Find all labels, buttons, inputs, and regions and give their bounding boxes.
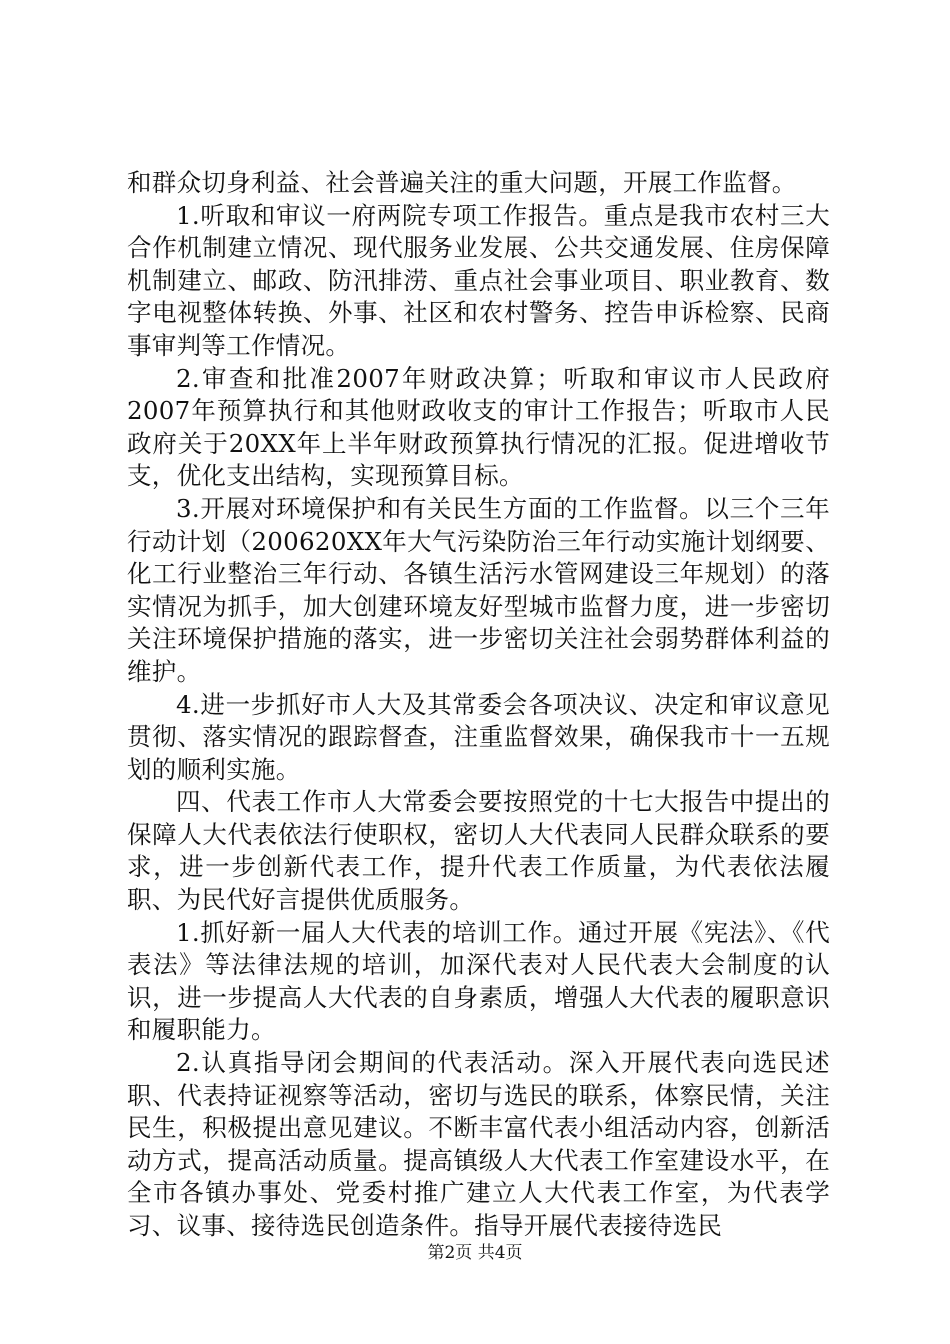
paragraph-7: 1.抓好新一届人大代表的培训工作。通过开展《宪法》、《代表法》等法律法规的培训，加深代表对人民代表大会制度的认识，进一步提高人大代表的自身素质，增强人大代表的履职意识和履职能力。 xyxy=(127,917,830,1045)
paragraph-6: 四、代表工作市人大常委会要按照党的十七大报告中提出的保障人大代表依法行使职权，密切人大代表同人民群众联系的要求，进一步创新代表工作，提升代表工作质量，为代表依法履职、为民代好言提供优质服务。 xyxy=(127,787,830,915)
paragraph-4: 3.开展对环境保护和有关民生方面的工作监督。以三个三年行动计划（200620XX年大气污染防治三年行动实施计划纲要、化工行业整治三年行动、各镇生活污水管网建设三年规划）的落实情况为抓手，加大创建环境友好型城市监督力度，进一步密切关注环境保护措施的落实，进一步密切关注社会弱势群体利益的维护。 xyxy=(127,493,830,686)
paragraph-5: 4.进一步抓好市人大及其常委会各项决议、决定和审议意见贯彻、落实情况的跟踪督查，注重监督效果，确保我市十一五规划的顺利实施。 xyxy=(127,689,830,784)
document-body xyxy=(127,167,830,1243)
page-number-footer: 第2页 共4页 xyxy=(427,1243,523,1263)
paragraph-8: 2.认真指导闭会期间的代表活动。深入开展代表向选民述职、代表持证视察等活动，密切与选民的联系，体察民情，关注民生，积极提出意见建议。不断丰富代表小组活动内容，创新活动方式，提高活动质量。提高镇级人大代表工作室建设水平，在全市各镇办事处、党委村推广建立人大代表工作室，为代表学习、议事、接待选民创造条件。指导开展代表接待选民 xyxy=(127,1048,830,1240)
paragraph-3: 2.审查和批准2007年财政决算；听取和审议市人民政府2007年预算执行和其他财政收支的审计工作报告；听取市人民政府关于20XX年上半年财政预算执行情况的汇报。促进增收节支，优化支出结构，实现预算目标。 xyxy=(127,363,830,491)
paragraph-1: 和群众切身利益、社会普遍关注的重大问题，开展工作监督。 xyxy=(127,168,797,197)
paragraph-2: 1.听取和审议一府两院专项工作报告。重点是我市农村三大合作机制建立情况、现代服务业发展、公共交通发展、住房保障机制建立、邮政、防汛排涝、重点社会事业项目、职业教育、数字电视整体转换、外事、社区和农村警务、控告申诉检察、民商事审判等工作情况。 xyxy=(127,200,830,360)
